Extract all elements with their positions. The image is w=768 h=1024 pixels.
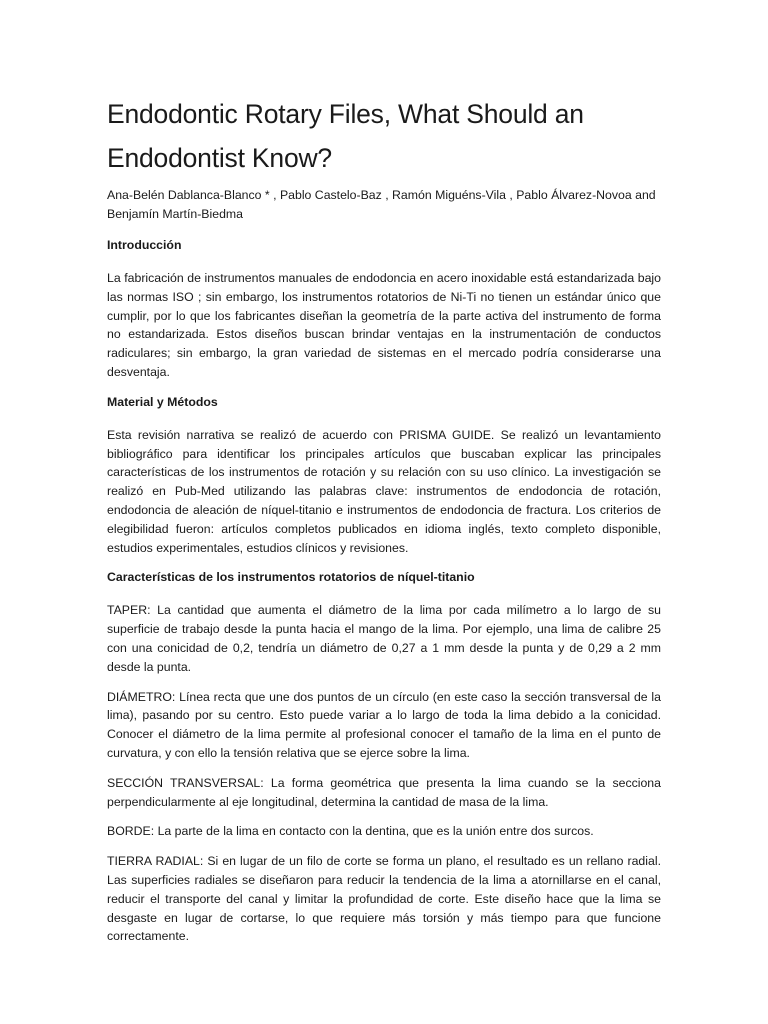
- paragraph-taper: TAPER: La cantidad que aumenta el diámetro de la lima por cada milímetro a lo largo de su superficie de trabajo desde la punta hacia el mango de la lima. Por ejemplo, una lima de calibre 25 con una conicidad de 0,2, tendría un diámetro de 0,27 a 1 mm desde la punta y de 0,29 a 2 mm desde la punta.: [107, 603, 661, 674]
- author-list: Ana-Belén Dablanca-Blanco * , Pablo Castelo-Baz , Ramón Miguéns-Vila , Pablo Álvarez-Novoa and Benjamín Martín-Biedma: [107, 188, 656, 221]
- paragraph-tierra-radial: TIERRA RADIAL: Si en lugar de un filo de corte se forma un plano, el resultado es un rellano radial. Las superficies radiales se diseñaron para reducir la tendencia de la lima a atornillarse en el canal, reducir el transporte del canal y limitar la profundidad de corte. Este diseño hace que la lima se desgaste en lugar de cortarse, lo que requiere más torsión y más tiempo para que funcione correctamente.: [107, 854, 661, 944]
- paragraph-borde: BORDE: La parte de la lima en contacto con la dentina, que es la unión entre dos surcos.: [107, 824, 594, 839]
- section-heading-caracteristicas: Características de los instrumentos rotatorios de níquel-titanio: [107, 570, 475, 585]
- section-heading-material-metodos: Material y Métodos: [107, 394, 218, 409]
- section-heading-introduccion: Introducción: [107, 238, 182, 252]
- page-title: Endodontic Rotary Files, What Should an Endodontist Know?: [107, 99, 584, 173]
- paragraph-introduccion: La fabricación de instrumentos manuales de endodoncia en acero inoxidable está estandarizada bajo las normas ISO ; sin embargo, los instrumentos rotatorios de Ni-Ti no tienen un estándar único que cumplir, por lo que los fabricantes diseñan la geometría de la parte activa del instrumento de forma no estandarizada. Estos diseños buscan brindar ventajas en la instrumentación de conductos radiculares; sin embargo, la gran variedad de sistemas en el mercado podría considerarse una desventaja.: [107, 271, 661, 379]
- paragraph-seccion-transversal: SECCIÓN TRANSVERSAL: La forma geométrica que presenta la lima cuando se la secciona perpendicularmente al eje longitudinal, determina la cantidad de masa de la lima.: [107, 775, 661, 809]
- paragraph-material-metodos: Esta revisión narrativa se realizó de acuerdo con PRISMA GUIDE. Se realizó un levantamiento bibliográfico para identificar los principales artículos que buscaban explicar las principales características de los instrumentos de rotación y su relación con su uso clínico. La investigación se realizó en Pub-Med utilizando las palabras clave: instrumentos de endodoncia de rotación, endodoncia de aleación de níquel-titanio e instrumentos de endodoncia de fractura. Los criterios de elegibilidad fueron: artículos completos publicados en idioma inglés, texto completo disponible, estudios experimentales, estudios clínicos y revisiones.: [107, 427, 661, 555]
- paragraph-diametro: DIÁMETRO: Línea recta que une dos puntos de un círculo (en este caso la sección transversal de la lima), pasando por su centro. Esto puede variar a lo largo de toda la lima debido a la conicidad. Conocer el diámetro de la lima permite al profesional conocer el tamaño de la lima en el punto de curvatura, y con ello la tensión relativa que se ejerce sobre la lima.: [107, 689, 661, 760]
